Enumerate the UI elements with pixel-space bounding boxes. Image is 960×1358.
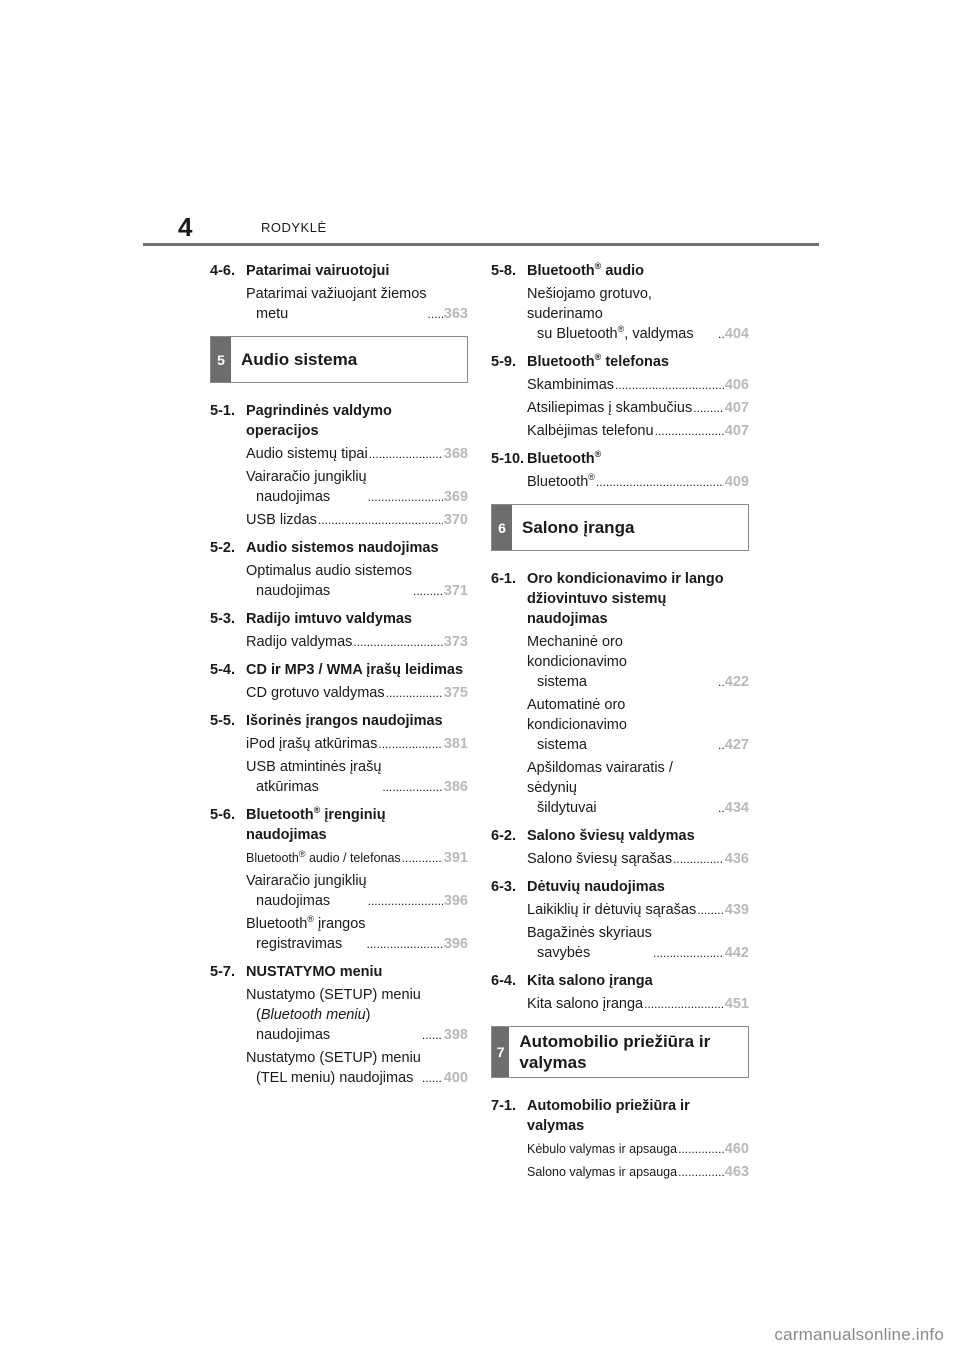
toc-entry[interactable]: Kėbulo valymas ir apsauga ..... 460 [491,1139,749,1159]
toc-entry[interactable]: Bagažinės skyriaus savybės ..... 442 [491,923,749,963]
toc-entry[interactable]: Apšildomas vairaratis / sėdynių šildytuvai ..... 434 [491,758,749,818]
subsection-heading: 6-2. Salono šviesų valdymas [491,828,695,844]
subsection-heading: 5-5. Išorinės įrangos naudojimas [210,713,443,729]
page-ref: 406 [724,377,749,393]
toc-entry[interactable]: Patarimai važiuojant žiemos metu ..... 363 [210,284,468,324]
toc-entry[interactable]: Salono šviesų sąrašas ..... 436 [491,849,749,869]
page-ref: 391 [443,850,468,866]
page-ref: 434 [724,800,749,816]
toc-entry[interactable]: USB atmintinės įrašų atkūrimas ..... 386 [210,757,468,797]
subsection-heading: 6-3. Dėtuvių naudojimas [491,879,665,895]
toc-entry[interactable]: Nešiojamo grotuvo, suderinamo su Bluetooth®, valdymas ..... 404 [491,284,749,344]
page-ref: 370 [443,512,468,528]
section-badge: 5 [211,337,231,382]
page-ref: 396 [443,936,468,952]
section-header-6 [491,504,749,551]
toc-entry[interactable]: Bluetooth® ..... 409 [491,472,749,492]
header-rule [143,243,819,246]
page-ref: 369 [443,489,468,505]
page-ref: 451 [724,996,749,1012]
subsection-heading: 5-6. Bluetooth® įrenginių naudojimas [210,805,386,843]
section-header-7 [491,1026,749,1078]
subsection-heading: 5-7. NUSTATYMO meniu [210,964,383,980]
page-ref: 442 [724,945,749,961]
toc-entry[interactable]: Bluetooth® įrangos registravimas ..... 396 [210,914,468,954]
section-badge: 6 [492,505,512,550]
page-ref: 409 [724,474,749,490]
subsection-heading: 5-1. Pagrindinės valdymo operacijos [210,403,392,439]
page-ref: 404 [724,326,749,342]
subsection-heading: 7-1. Automobilio priežiūra ir valymas [491,1098,690,1134]
page-ref: 422 [724,674,749,690]
section-label: Automobilio priežiūra ir valymas [519,1032,711,1072]
section-badge: 7 [492,1027,509,1077]
page-ref: 436 [724,851,749,867]
page-ref: 363 [443,306,468,322]
subsection-heading: 4-6. Patarimai vairuotojui [210,263,390,279]
page-number: 4 [178,212,193,242]
toc-entry[interactable]: USB lizdas ..... 370 [210,510,468,530]
page-ref: 381 [443,736,468,752]
watermark: carmanualsonline.info [774,1325,944,1344]
toc-entry[interactable]: Mechaninė oro kondicionavimo sistema ..... 422 [491,632,749,692]
toc-entry[interactable]: Vairaračio jungiklių naudojimas ..... 369 [210,467,468,507]
page-ref: 371 [443,583,468,599]
toc-entry[interactable]: Vairaračio jungiklių naudojimas ..... 396 [210,871,468,911]
header-title: RODYKLĖ [261,220,327,235]
page-ref: 407 [724,400,749,416]
page-ref: 373 [443,634,468,650]
toc-entry[interactable]: Audio sistemų tipai ..... 368 [210,444,468,464]
toc-entry[interactable]: Atsiliepimas į skambučius ..... 407 [491,398,749,418]
toc-entry[interactable]: Optimalus audio sistemos naudojimas ..... 371 [210,561,468,601]
toc-entry[interactable]: Radijo valdymas ..... 373 [210,632,468,652]
right-column [491,253,749,1182]
toc-entry[interactable]: Kalbėjimas telefonu ..... 407 [491,421,749,441]
subsection-heading: 5-3. Radijo imtuvo valdymas [210,611,412,627]
page-ref: 368 [443,446,468,462]
toc-entry[interactable]: Salono valymas ir apsauga ..... 463 [491,1162,749,1182]
subsection-heading: 5-8. Bluetooth® audio [491,261,644,279]
page-ref: 427 [724,737,749,753]
page-ref: 386 [443,779,468,795]
toc-entry[interactable]: Automatinė oro kondicionavimo sistema ..... 427 [491,695,749,755]
subsection-heading: 6-4. Kita salono įranga [491,973,653,989]
toc-entry[interactable]: Kita salono įranga ..... 451 [491,994,749,1014]
toc-entry[interactable]: iPod įrašų atkūrimas ..... 381 [210,734,468,754]
subsection-heading: 5-2. Audio sistemos naudojimas [210,540,439,556]
toc-entry[interactable]: Laikiklių ir dėtuvių sąrašas ..... 439 [491,900,749,920]
subsection-heading: 5-4. CD ir MP3 / WMA įrašų leidimas [210,662,464,678]
page-ref: 460 [724,1141,749,1157]
toc-entry[interactable]: Nustatymo (SETUP) meniu (Bluetooth meniu) naudojimas ..... 398 [210,985,468,1045]
page-ref: 398 [443,1027,468,1043]
toc-entry[interactable]: Skambinimas ..... 406 [491,375,749,395]
section-label: Salono įranga [522,517,635,537]
page-ref: 396 [443,893,468,909]
toc-entry[interactable]: CD grotuvo valdymas ..... 375 [210,683,468,703]
left-column [210,253,468,1088]
page-ref: 400 [443,1070,468,1086]
section-header-5 [210,336,468,383]
page-ref: 463 [724,1164,749,1180]
toc-entry[interactable]: Nustatymo (SETUP) meniu (TEL meniu) naudojimas ..... 400 [210,1048,468,1088]
subsection-heading: 5-10. Bluetooth® [491,449,602,467]
page-ref: 439 [724,902,749,918]
subsection-heading: 6-1. Oro kondicionavimo ir lango džiovintuvo sistemų naudojimas [491,571,724,627]
section-label: Audio sistema [241,349,358,369]
page-ref: 375 [443,685,468,701]
subsection-heading: 5-9. Bluetooth® telefonas [491,352,669,370]
page-ref: 407 [724,423,749,439]
toc-entry[interactable]: Bluetooth® audio / telefonas ..... 391 [210,848,468,868]
